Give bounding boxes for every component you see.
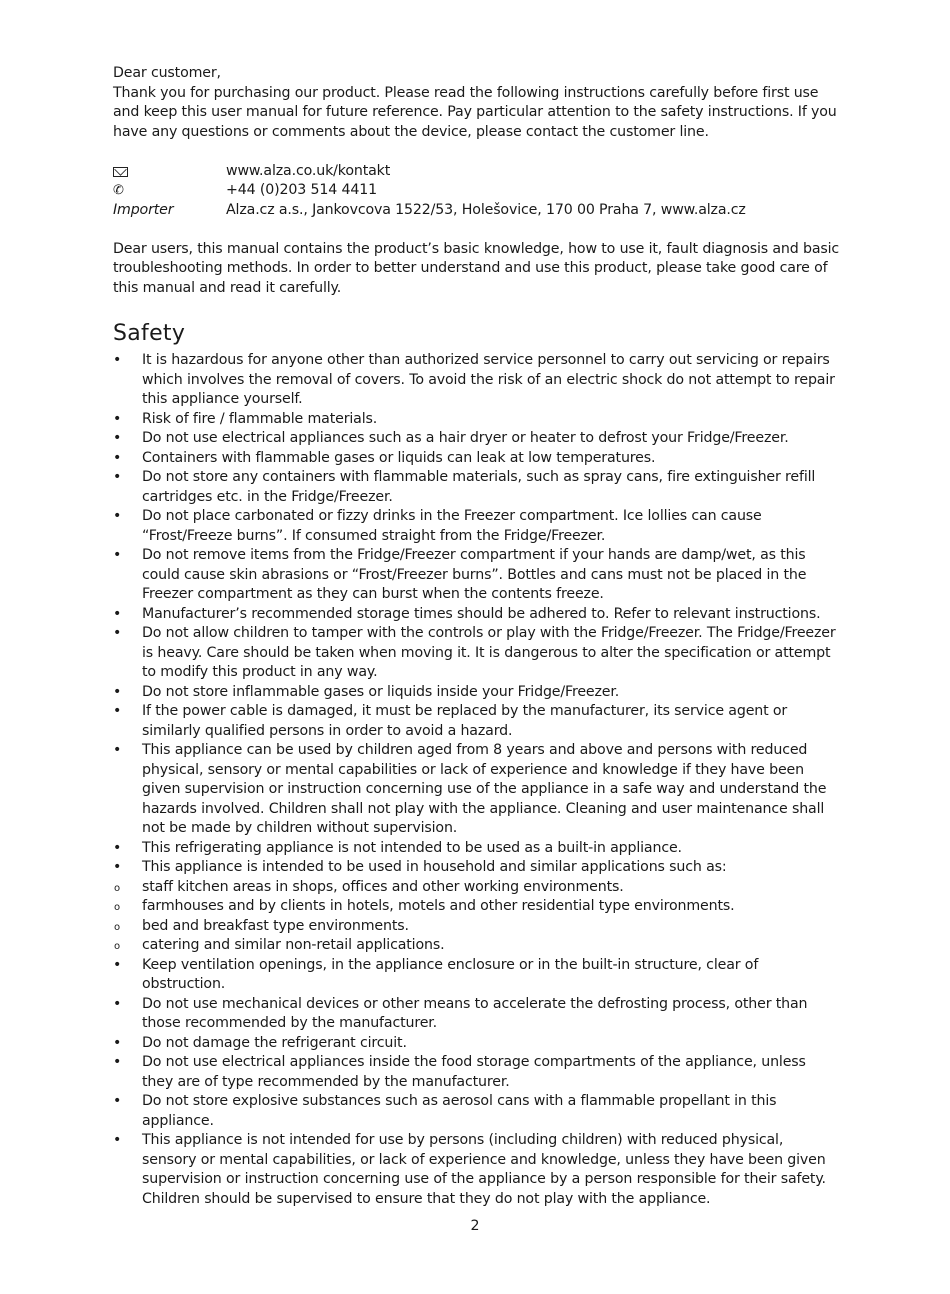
- manual-page: [113, 64, 841, 1209]
- safety-item: • Do not store any containers with flammable materials, such as spray cans, fire extinguisher refill cartridges etc. in the Fridge/Freezer.: [113, 468, 841, 507]
- safety-item: • Do not remove items from the Fridge/Freezer compartment if your hands are damp/wet, as this could cause skin abrasions or “Frost/Freezer burns”. Bottles and cans must not be placed in the Freezer compartment as they can burst when the contents freeze.: [113, 546, 841, 605]
- applications-sublist: [113, 878, 841, 956]
- safety-heading: Safety: [113, 321, 186, 346]
- safety-item: • Do not use electrical appliances inside the food storage compartments of the appliance, unless they are of type recommended by the manufacturer.: [113, 1053, 841, 1092]
- intro-paragraph: Thank you for purchasing our product. Please read the following instructions carefully before first use and keep this user manual for future reference. Pay particular attention to the safety instructions. If you have any questions or comments about the device, please contact the customer line.: [113, 84, 837, 140]
- importer-label: Importer: [113, 201, 174, 218]
- application-item: o catering and similar non-retail applications.: [113, 936, 841, 956]
- safety-item: • Do not place carbonated or fizzy drinks in the Freezer compartment. Ice lollies can cause “Frost/Freeze burns”. If consumed straight from the Fridge/Freezer.: [113, 507, 841, 546]
- sublist-wrapper: [113, 878, 841, 956]
- safety-item: • Do not use electrical appliances such as a hair dryer or heater to defrost your Fridge/Freezer.: [113, 429, 841, 449]
- safety-item: • Manufacturer’s recommended storage times should be adhered to. Refer to relevant instructions.: [113, 605, 841, 625]
- safety-list: [113, 351, 841, 1209]
- application-item: o farmhouses and by clients in hotels, motels and other residential type environments.: [113, 897, 841, 917]
- contact-block: [113, 162, 841, 221]
- contact-phone: +44 (0)203 514 4411: [226, 182, 377, 198]
- greeting: Dear customer,: [113, 65, 221, 81]
- safety-item: • It is hazardous for anyone other than authorized service personnel to carry out servicing or repairs which involves the removal of covers. To avoid the risk of an electric shock do not attempt to repair this appliance yourself.: [113, 351, 841, 410]
- safety-item: • Do not use mechanical devices or other means to accelerate the defrosting process, other than those recommended by the manufacturer.: [113, 995, 841, 1034]
- safety-item: • This appliance is intended to be used in household and similar applications such as:: [113, 858, 841, 878]
- safety-item: • Do not allow children to tamper with the controls or play with the Fridge/Freezer. The Fridge/Freezer is heavy. Care should be taken when moving it. It is dangerous to alter the specification or attempt to modify this product in any way.: [113, 624, 841, 683]
- safety-item: • Do not store explosive substances such as aerosol cans with a flammable propellant in this appliance.: [113, 1092, 841, 1131]
- safety-item: • Do not store inflammable gases or liquids inside your Fridge/Freezer.: [113, 683, 841, 703]
- contact-email: www.alza.co.uk/kontakt: [226, 162, 391, 179]
- safety-item: • Risk of fire / flammable materials.: [113, 410, 841, 430]
- envelope-icon: [113, 162, 226, 182]
- safety-item: • Keep ventilation openings, in the appliance enclosure or in the built-in structure, clear of obstruction.: [113, 956, 841, 995]
- phone-icon: ✆: [113, 183, 124, 198]
- users-note: Dear users, this manual contains the product’s basic knowledge, how to use it, fault diagnosis and basic troubleshooting methods. In order to better understand and use this product, please take good care of this manual and read it carefully.: [113, 240, 840, 296]
- safety-item: • If the power cable is damaged, it must be replaced by the manufacturer, its service agent or similarly qualified persons in order to avoid a hazard.: [113, 702, 841, 741]
- safety-item: • This appliance is not intended for use by persons (including children) with reduced physical, sensory or mental capabilities, or lack of experience and knowledge, unless they have been given supervision or instruction concerning use of the appliance by a person responsible for their safety. Children should be supervised to ensure that they do not play with the appliance.: [113, 1131, 841, 1209]
- safety-item: • This appliance can be used by children aged from 8 years and above and persons with reduced physical, sensory or mental capabilities or lack of experience and knowledge if they have been given supervision or instruction concerning use of the appliance in a safe way and understand the hazards involved. Children shall not play with the appliance. Cleaning and user maintenance shall not be made by children without supervision.: [113, 741, 841, 839]
- application-item: o bed and breakfast type environments.: [113, 917, 841, 937]
- page-number: 2: [470, 1218, 480, 1234]
- safety-item: • Containers with flammable gases or liquids can leak at low temperatures.: [113, 449, 841, 469]
- safety-item: • Do not damage the refrigerant circuit.: [113, 1034, 841, 1054]
- importer-address: Alza.cz a.s., Jankovcova 1522/53, Holešovice, 170 00 Praha 7, www.alza.cz: [226, 201, 746, 218]
- application-item: o staff kitchen areas in shops, offices and other working environments.: [113, 878, 841, 898]
- safety-item: • This refrigerating appliance is not intended to be used as a built-in appliance.: [113, 839, 841, 859]
